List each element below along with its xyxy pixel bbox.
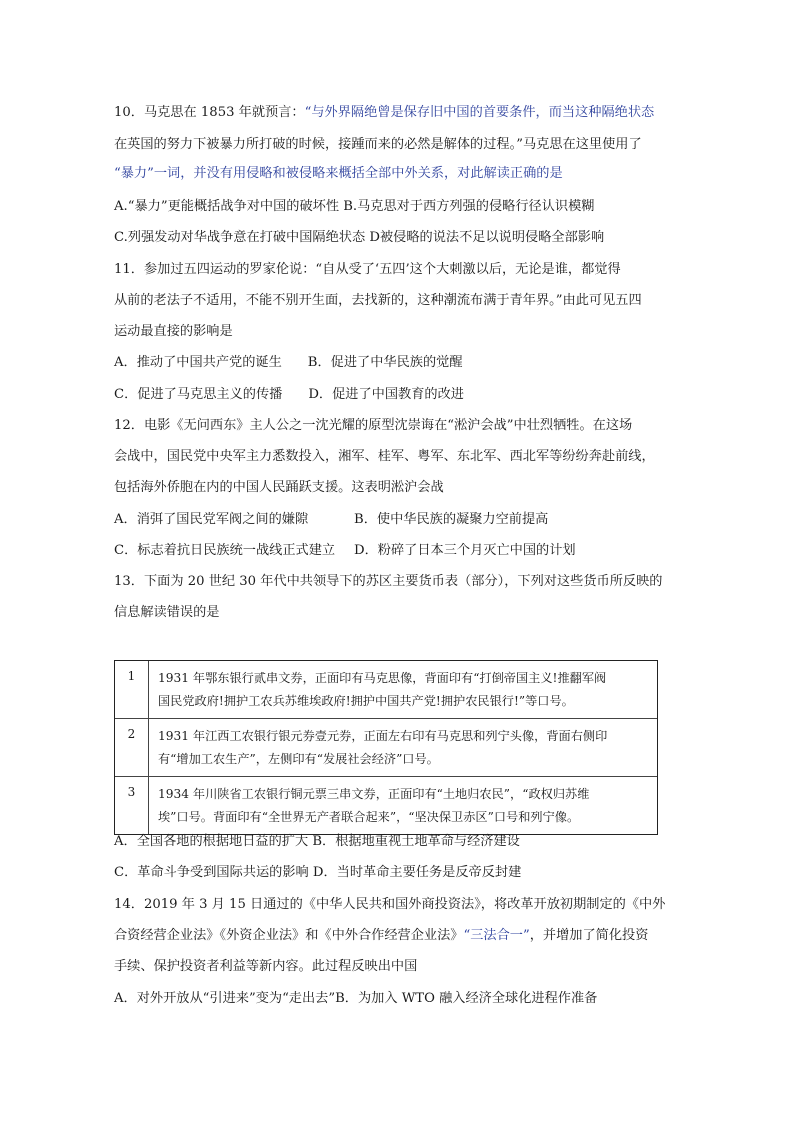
q10-quote: “与外界隔绝曾是保存旧中国的首要条件，而当这种隔绝状态 xyxy=(304,105,655,120)
q10-stem-start: 10．马克思在 1853 年就预言： xyxy=(114,105,305,120)
q14-three-laws-in-one: “三法合一” xyxy=(463,928,530,943)
q14-line-1: 14．2019 年 3 月 15 日通过的《中华人民共和国外商投资法》，将改革开放初期制定的《中外 xyxy=(114,897,666,912)
q14-laws: 合资经营企业法》《外资企业法》和《中外合作经营企业法》 xyxy=(114,928,464,943)
q10-line-2: 在英国的努力下被暴力所打破的时候，接踵而来的必然是解体的过程。”马克思在这里使用了 xyxy=(114,137,642,152)
table-row xyxy=(115,776,657,834)
q12-line-3: 包括海外侨胞在内的中国人民踊跃支援。这表明淞沪会战 xyxy=(114,480,444,495)
q11-option-b: B．促进了中华民族的觉醒 xyxy=(307,355,463,370)
q11-line-1: 11．参加过五四运动的罗家伦说：“自从受了‘五四’这个大刺激以后，无论是谁，都觉得 xyxy=(114,262,621,277)
q11-option-a: A．推动了中国共产党的诞生 xyxy=(114,355,282,370)
q10-options-cd: C.列强发动对华战争意在打破中国隔绝状态 D被侵略的说法不足以说明侵略全部影响 xyxy=(114,230,605,245)
q11-option-c: C．促进了马克思主义的传播 xyxy=(114,387,283,402)
table-row xyxy=(115,661,657,718)
row-number: 1 xyxy=(115,661,149,718)
q12-option-a: A．消弭了国民党军阀之间的嫌隙 xyxy=(114,512,309,527)
q12-line-2: 会战中，国民党中央军主力悉数投入，湘军、桂军、粤军、东北军、西北军等纷纷奔赴前线， xyxy=(114,449,655,464)
q12-option-d: D．粉碎了日本三个月灭亡中国的计划 xyxy=(354,543,576,558)
q10-line-3: “暴力”一词，并没有用侵略和被侵略来概括全部中外关系，对此解读正确的是 xyxy=(114,166,563,181)
q11-line-3: 运动最直接的影响是 xyxy=(114,324,233,339)
q11-line-2: 从前的老法子不适用，不能不别开生面，去找新的，这种潮流布满于青年界。”由此可见五四 xyxy=(114,293,642,308)
row-number: 2 xyxy=(115,719,149,776)
row-text-line: 1934 年川陕省工农银行铜元票三串文券，正面印有“土地归农民”，“政权归苏维 xyxy=(158,787,590,801)
row-text-line: 国民党政府!拥护工农兵苏维埃政府!拥护中国共产党!拥护农民银行!”等口号。 xyxy=(158,694,574,708)
q11-option-d: D．促进了中国教育的改进 xyxy=(308,387,464,402)
q14-line-2 xyxy=(114,926,684,946)
currency-table xyxy=(114,660,658,835)
q10-line-1 xyxy=(114,103,684,123)
q13-line-2: 信息解读错误的是 xyxy=(114,605,220,620)
row-text-line: 埃”口号。背面印有“全世界无产者联合起来”，“坚决保卫赤区”口号和列宁像。 xyxy=(158,810,580,824)
q14-options-ab: A．对外开放从“引进来”变为“走出去”B．为加入 WTO 融入经济全球化进程作准备 xyxy=(114,991,598,1006)
q12-line-1: 12．电影《无问西东》主人公之一沈光耀的原型沈崇诲在“淞沪会战”中壮烈牺牲。在这场 xyxy=(114,418,633,433)
q14-line-3: 手续、保护投资者利益等新内容。此过程反映出中国 xyxy=(114,959,418,974)
q11-options-ab xyxy=(114,353,684,373)
q11-options-cd xyxy=(114,385,684,405)
q14-line-2-end: ，并增加了简化投资 xyxy=(529,928,649,943)
q13-line-1: 13．下面为 20 世纪 30 年代中共领导下的苏区主要货币表（部分），下列对这些货币所反映的 xyxy=(114,574,663,589)
q12-options-ab xyxy=(114,510,684,530)
q12-option-b: B．使中华民族的凝聚力空前提高 xyxy=(354,512,549,527)
table-row xyxy=(115,718,657,776)
q13-options-ab: A．全国各地的根据地日益的扩大 B．根据地重视土地革命与经济建设 xyxy=(114,834,520,849)
row-content xyxy=(149,719,657,776)
q12-options-cd xyxy=(114,541,684,561)
q12-option-c: C．标志着抗日民族统一战线正式建立 xyxy=(114,543,336,558)
row-text-line: 1931 年鄂东银行贰串文券，正面印有马克思像，背面印有“打倒帝国主义!推翻军阀 xyxy=(158,671,607,685)
row-content xyxy=(149,777,657,834)
row-content xyxy=(149,661,657,718)
q13-options-cd: C．革命斗争受到国际共运的影响 D．当时革命主要任务是反帝反封建 xyxy=(114,865,522,880)
q10-options-ab: A.“暴力”更能概括战争对中国的破坏性 B.马克思对于西方列强的侵略行径认识模糊 xyxy=(114,199,595,214)
row-text-line: 有“增加工农生产”，左侧印有“发展社会经济”口号。 xyxy=(158,752,439,766)
row-number: 3 xyxy=(115,777,149,834)
row-text-line: 1931 年江西工农银行银元券壹元券，正面左右印有马克思和列宁头像，背面右侧印 xyxy=(158,729,608,743)
